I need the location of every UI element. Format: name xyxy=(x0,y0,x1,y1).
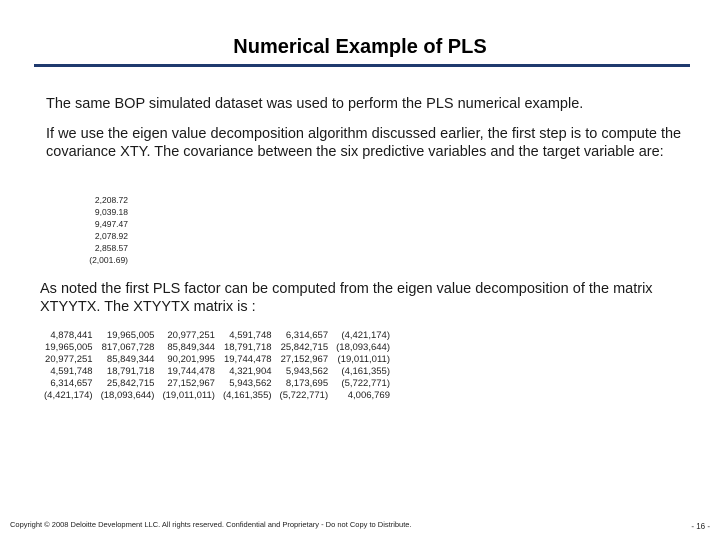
covariance-value: 9,039.18 xyxy=(94,207,128,217)
covariance-vector xyxy=(72,194,128,266)
matrix-cell: 19,965,005 xyxy=(45,342,93,353)
matrix-cell: 5,943,562 xyxy=(229,378,272,389)
matrix-cell: (4,161,355) xyxy=(341,366,390,377)
matrix-cell: (5,722,771) xyxy=(341,378,390,389)
matrix-cell: 27,152,967 xyxy=(280,354,329,365)
matrix-cell: 4,591,748 xyxy=(50,366,93,377)
matrix-row xyxy=(44,378,394,390)
matrix-cell: 5,943,562 xyxy=(285,366,329,377)
matrix-paragraph: As noted the first PLS factor can be computed from the eigen value decomposition of the matrix XTYYTX. The XTYYTX matrix is : xyxy=(40,281,653,315)
matrix-cell: (18,093,644) xyxy=(336,342,390,353)
title-divider xyxy=(34,64,690,67)
xtyytx-matrix xyxy=(44,330,394,402)
covariance-value: 2,858.57 xyxy=(94,243,128,253)
matrix-cell: 27,152,967 xyxy=(167,378,215,389)
matrix-row xyxy=(44,342,394,354)
matrix-cell: 85,849,344 xyxy=(106,354,155,365)
matrix-cell: 25,842,715 xyxy=(280,342,329,353)
matrix-cell: 19,744,478 xyxy=(223,354,272,365)
matrix-cell: (5,722,771) xyxy=(279,390,329,401)
covariance-value: 2,078.92 xyxy=(94,231,128,241)
matrix-cell: (18,093,644) xyxy=(100,390,155,401)
matrix-cell: 19,965,005 xyxy=(106,330,155,341)
matrix-cell: 6,314,657 xyxy=(285,330,329,341)
matrix-cell: 8,173,695 xyxy=(285,378,329,389)
matrix-cell: 18,791,718 xyxy=(106,366,155,377)
matrix-cell: 20,977,251 xyxy=(167,330,215,341)
covariance-paragraph: If we use the eigen value decomposition algorithm discussed earlier, the first step is to compute the covariance XTY. The covariance between the six predictive variables and the target variable are: xyxy=(46,126,682,160)
matrix-cell: 18,791,718 xyxy=(223,342,272,353)
covariance-value: (2,001.69) xyxy=(89,255,128,265)
matrix-row xyxy=(44,330,394,342)
matrix-row xyxy=(44,390,394,402)
matrix-cell: 4,878,441 xyxy=(50,330,93,341)
page-title: Numerical Example of PLS xyxy=(233,36,487,58)
matrix-cell: (19,011,011) xyxy=(337,354,390,365)
matrix-cell: 19,744,478 xyxy=(167,366,215,377)
matrix-cell: 85,849,344 xyxy=(167,342,215,353)
copyright-footer: Copyright © 2008 Deloitte Development LLC. All rights reserved. Confidential and Proprietary - Do not Copy to Distribute. xyxy=(10,520,412,529)
intro-paragraph: The same BOP simulated dataset was used to perform the PLS numerical example. xyxy=(46,96,584,112)
matrix-cell: 20,977,251 xyxy=(45,354,93,365)
matrix-cell: 4,321,904 xyxy=(229,366,272,377)
matrix-cell: 90,201,995 xyxy=(167,354,215,365)
matrix-cell: (19,011,011) xyxy=(162,390,215,401)
matrix-cell: 25,842,715 xyxy=(106,378,155,389)
matrix-row xyxy=(44,366,394,378)
matrix-cell: 4,591,748 xyxy=(229,330,272,341)
covariance-value: 9,497.47 xyxy=(94,219,128,229)
page-number: - 16 - xyxy=(691,522,710,531)
matrix-cell: (4,421,174) xyxy=(341,330,390,341)
matrix-cell: 6,314,657 xyxy=(50,378,93,389)
matrix-cell: 817,067,728 xyxy=(101,342,155,353)
covariance-value: 2,208.72 xyxy=(94,195,128,205)
matrix-cell: (4,421,174) xyxy=(44,390,93,401)
matrix-cell: 4,006,769 xyxy=(347,390,390,401)
matrix-cell: (4,161,355) xyxy=(222,390,272,401)
matrix-row xyxy=(44,354,394,366)
